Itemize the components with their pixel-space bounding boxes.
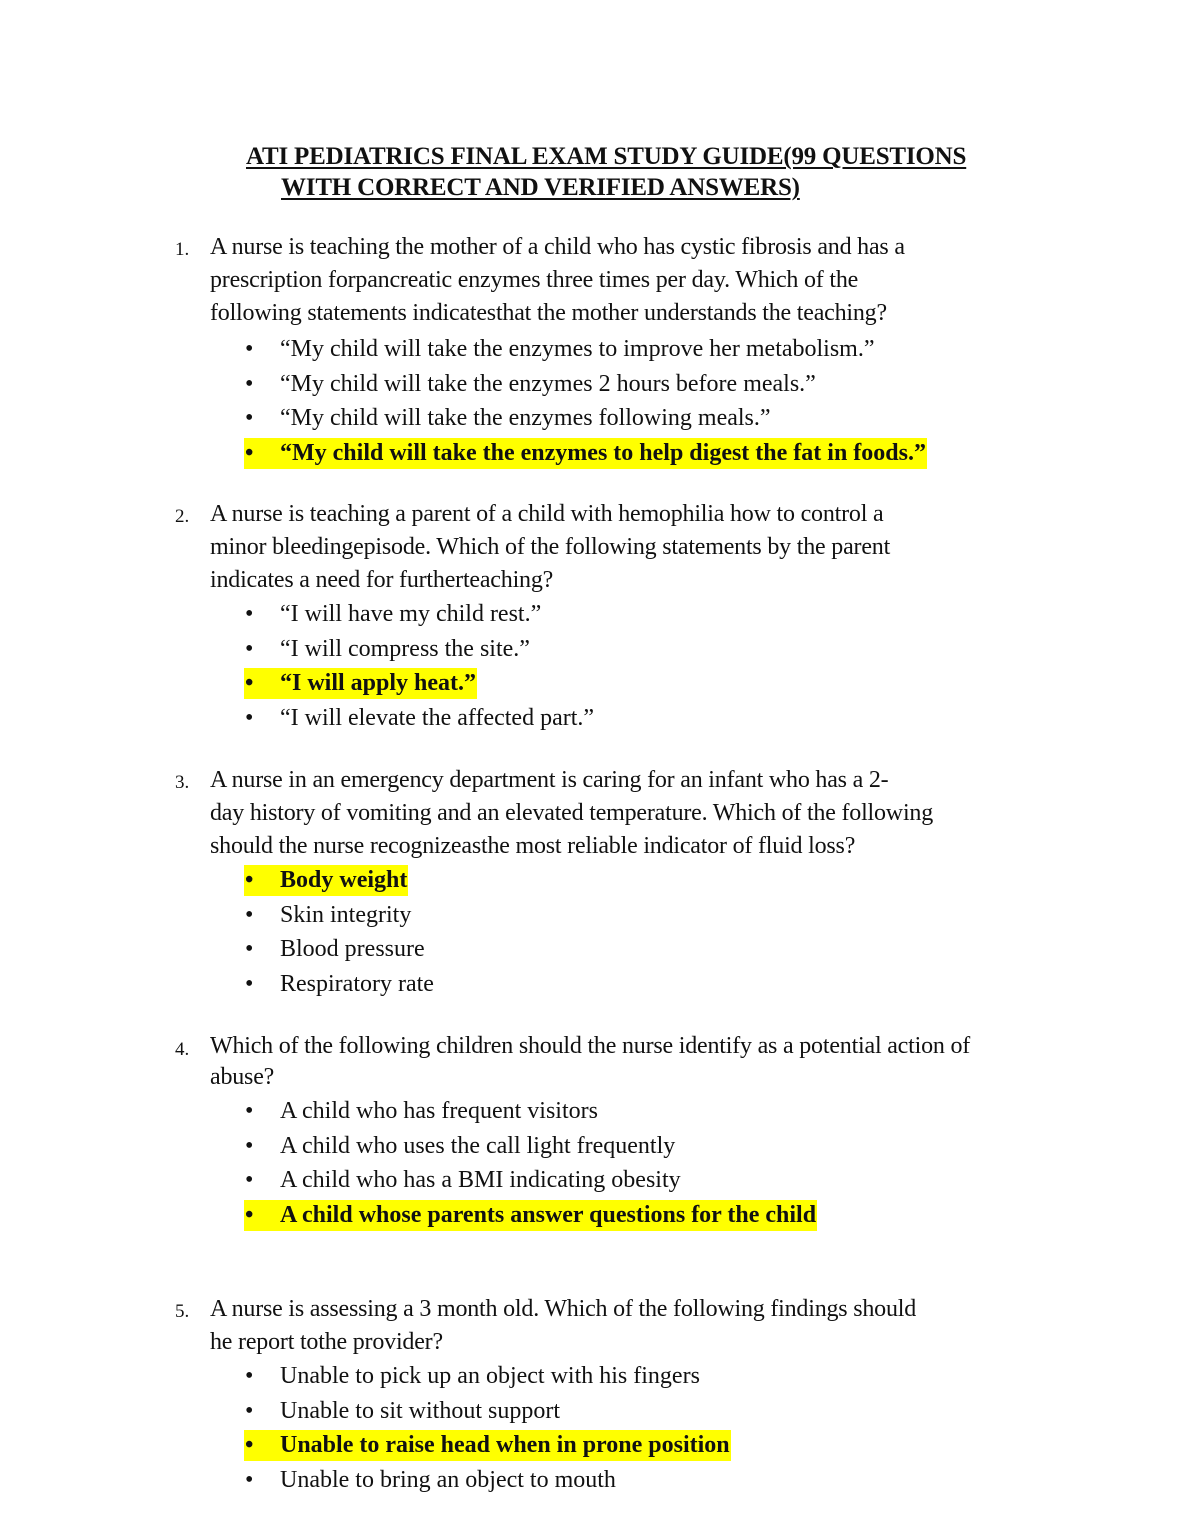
bullet-icon: • — [245, 1098, 254, 1124]
question-line: day history of vomiting and an elevated temperature. Which of the following — [210, 800, 934, 826]
question-line: following statements indicatesthat the mother understands the teaching? — [210, 300, 887, 326]
answer-options — [244, 598, 594, 736]
bullet-icon: • — [245, 936, 254, 962]
answer-option-text: Unable to bring an object to mouth — [280, 1466, 616, 1493]
bullet-icon: • — [245, 867, 254, 893]
bullet-icon: • — [245, 1432, 254, 1458]
answer-option — [244, 702, 594, 737]
bullet-icon: • — [245, 901, 254, 928]
question-line: should the nurse recognizeasthe most reliable indicator of fluid loss? — [210, 833, 856, 859]
answer-option — [244, 1164, 817, 1199]
answer-option-text: Blood pressure — [280, 936, 425, 962]
bullet-icon: • — [245, 601, 254, 627]
bullet-icon: • — [245, 405, 254, 431]
answer-option — [244, 933, 434, 968]
correct-answer-text: “My child will take the enzymes to help digest the fat in foods.” — [280, 439, 926, 466]
answer-option-text: A child who has a BMI indicating obesity — [280, 1167, 681, 1193]
question-text — [210, 498, 1070, 597]
bullet-icon: • — [245, 704, 254, 731]
answer-option-text: “My child will take the enzymes to improve her metabolism.” — [280, 336, 875, 362]
bullet-icon: • — [245, 1363, 254, 1389]
title-line-1: ATI PEDIATRICS FINAL EXAM STUDY GUIDE(99 QUESTIONS — [246, 143, 967, 170]
answer-option-text: Unable to sit without support — [280, 1397, 560, 1424]
bullet-icon: • — [245, 439, 254, 466]
question-line: he report tothe provider? — [210, 1329, 443, 1355]
correct-answer-text: A child whose parents answer questions for the child — [280, 1201, 817, 1228]
question-number: 1. — [175, 239, 190, 260]
question-line: A nurse is teaching the mother of a child who has cystic fibrosis and has a — [210, 234, 905, 260]
answer-option-text: A child who uses the call light frequently — [280, 1132, 676, 1159]
bullet-icon: • — [245, 1167, 254, 1193]
answer-option-text: Respiratory rate — [280, 970, 434, 997]
bullet-icon: • — [245, 1201, 254, 1228]
correct-answer-option — [244, 1199, 817, 1234]
question-number: 2. — [175, 506, 190, 527]
title-line-2: WITH CORRECT AND VERIFIED ANSWERS) — [281, 174, 800, 201]
answer-option-text: “My child will take the enzymes 2 hours before meals.” — [280, 370, 816, 397]
correct-answer-option — [244, 1429, 731, 1464]
answer-options — [244, 864, 434, 1002]
question-line: minor bleedingepisode. Which of the following statements by the parent — [210, 534, 891, 560]
question-line: A nurse is assessing a 3 month old. Which of the following findings should — [210, 1296, 917, 1322]
correct-answer-option — [244, 667, 594, 702]
answer-option-text: “I will have my child rest.” — [280, 601, 542, 627]
correct-answer-text: “I will apply heat.” — [280, 670, 477, 696]
answer-option-text: “I will compress the site.” — [280, 635, 530, 662]
question-number: 3. — [175, 772, 190, 793]
correct-answer-option — [244, 437, 927, 472]
answer-option — [244, 368, 927, 403]
answer-option — [244, 633, 594, 668]
document-title — [246, 141, 1076, 203]
answer-option — [244, 1395, 731, 1430]
bullet-icon: • — [245, 336, 254, 362]
question-text — [210, 764, 1070, 863]
answer-option — [244, 402, 927, 437]
bullet-icon: • — [245, 1466, 254, 1493]
answer-option-text: A child who has frequent visitors — [280, 1098, 598, 1124]
answer-highlight — [244, 438, 927, 469]
answer-option — [244, 1130, 817, 1165]
correct-answer-option — [244, 864, 434, 899]
question-line: indicates a need for furtherteaching? — [210, 567, 554, 593]
question-text — [210, 231, 1070, 330]
bullet-icon: • — [245, 1132, 254, 1159]
answer-option-text: “I will elevate the affected part.” — [280, 704, 595, 731]
answer-option — [244, 1464, 731, 1499]
bullet-icon: • — [245, 670, 254, 696]
bullet-icon: • — [245, 1397, 254, 1424]
answer-option — [244, 333, 927, 368]
answer-option — [244, 1360, 731, 1395]
answer-highlight — [244, 1200, 817, 1231]
bullet-icon: • — [245, 370, 254, 397]
correct-answer-text: Unable to raise head when in prone position — [280, 1432, 730, 1458]
question-line: abuse? — [210, 1064, 275, 1090]
answer-option-text: “My child will take the enzymes following meals.” — [280, 405, 771, 431]
question-text — [210, 1293, 1070, 1359]
answer-options — [244, 333, 927, 471]
answer-options — [244, 1095, 817, 1233]
answer-options — [244, 1360, 731, 1498]
question-line: A nurse is teaching a parent of a child with hemophilia how to control a — [210, 501, 884, 527]
bullet-icon: • — [245, 635, 254, 662]
question-line: A nurse in an emergency department is caring for an infant who has a 2- — [210, 767, 889, 793]
question-number: 5. — [175, 1301, 190, 1322]
answer-option-text: Unable to pick up an object with his fingers — [280, 1363, 700, 1389]
bullet-icon: • — [245, 970, 254, 997]
question-text — [210, 1031, 1070, 1093]
question-line: Which of the following children should the nurse identify as a potential action of — [210, 1033, 971, 1059]
answer-highlight — [244, 865, 408, 896]
answer-highlight — [244, 668, 477, 699]
answer-highlight — [244, 1430, 731, 1461]
question-line: prescription forpancreatic enzymes three times per day. Which of the — [210, 267, 859, 293]
answer-option — [244, 899, 434, 934]
correct-answer-text: Body weight — [280, 867, 408, 893]
question-number: 4. — [175, 1039, 190, 1060]
answer-option — [244, 968, 434, 1003]
answer-option — [244, 598, 594, 633]
answer-option-text: Skin integrity — [280, 901, 412, 928]
answer-option — [244, 1095, 817, 1130]
